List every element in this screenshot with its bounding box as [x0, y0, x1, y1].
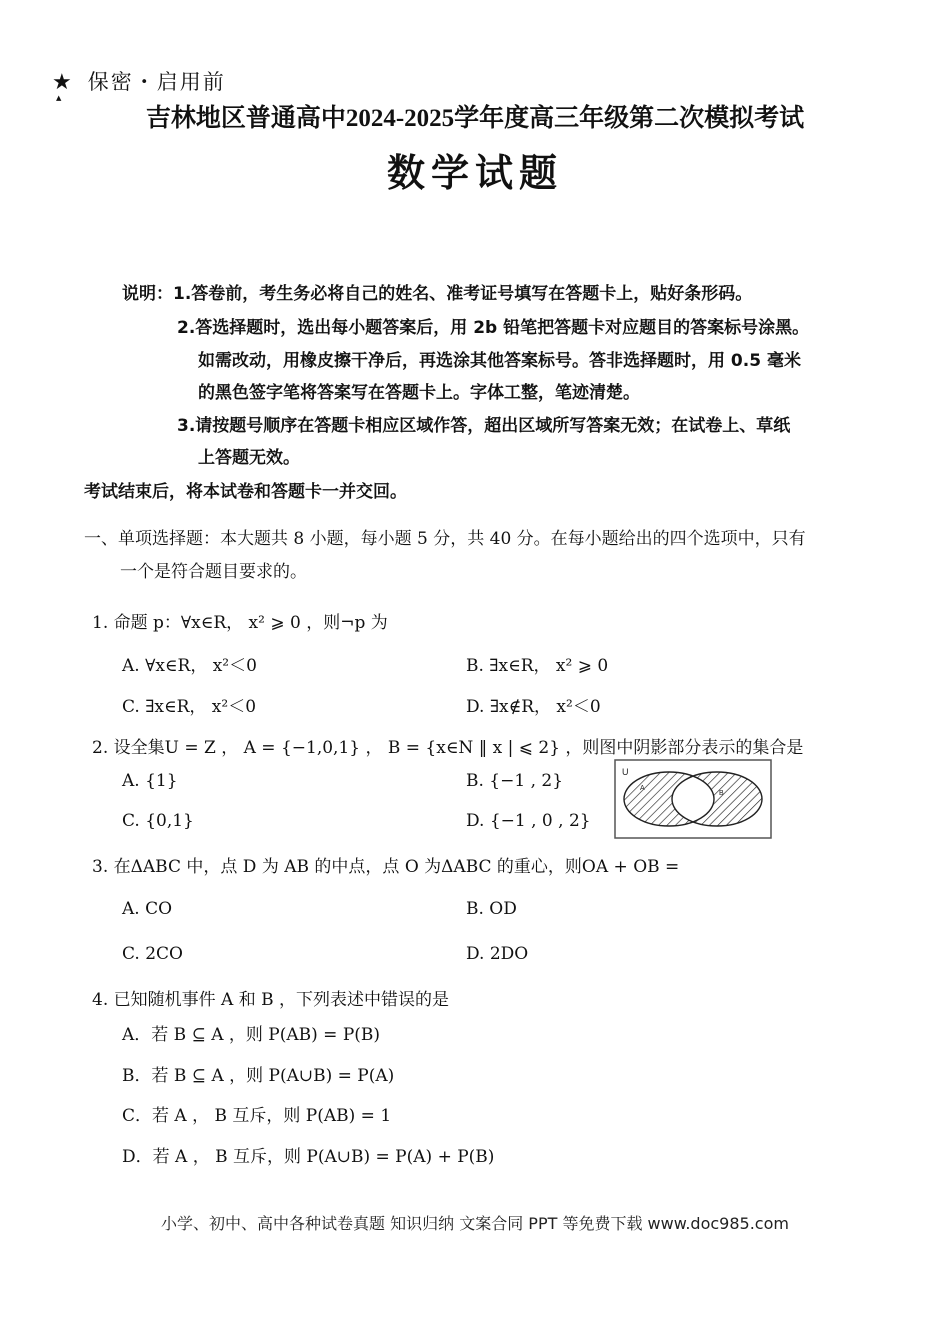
question-3-option-a: A. CO — [122, 899, 173, 919]
section1-heading-line1: 一、单项选择题：本大题共 8 小题，每小题 5 分，共 40 分。在每小题给出的四个选项中，只有 — [84, 529, 806, 549]
instructions-item2a: 2.答选择题时，选出每小题答案后，用 2b 铅笔把答题卡对应题目的答案标号涂黑。 — [177, 318, 810, 338]
instructions-lead: 说明： — [122, 284, 173, 304]
instructions-item3a: 3.请按题号顺序在答题卡相应区域作答，超出区域所写答案无效；在试卷上、草纸 — [177, 416, 791, 436]
question-1-option-d: D. ∃x∉R， x²＜0 — [466, 697, 601, 717]
exam-subtitle: 吉林地区普通高中2024-2025学年度高三年级第二次模拟考试 — [145, 105, 805, 132]
question-4-option-d: D．若 A ， B 互斥，则 P(A∪B) = P(A) + P(B) — [122, 1147, 495, 1167]
question-3-option-c: C. 2CO — [122, 944, 183, 964]
question-2-stem: 2. 设全集U = Z ， A = {−1,0,1} ， B = {x∈N ‖ x | ⩽ 2} ，则图中阴影部分表示的集合是 — [92, 738, 804, 758]
question-2-option-c: C. {0,1} — [122, 811, 194, 831]
confidential-label: 保密・启用前 — [87, 70, 226, 94]
instructions-item3b: 上答题无效。 — [198, 448, 300, 468]
question-2-option-d: D. {−1 , 0 , 2} — [466, 811, 591, 831]
exam-title: 数学试题 — [386, 151, 563, 195]
instructions-item1: 说明：1.答卷前，考生务必将自己的姓名、准考证号填写在答题卡上，贴好条形码。 — [122, 284, 753, 304]
question-1-option-b: B. ∃x∈R， x² ⩾ 0 — [466, 656, 609, 676]
confidential-mark — [52, 66, 226, 96]
small-triangle-icon: ▲ — [56, 94, 62, 102]
instructions-end: 考试结束后，将本试卷和答题卡一并交回。 — [84, 482, 407, 502]
question-2-option-b: B. {−1 , 2} — [466, 771, 564, 791]
question-4-stem: 4. 已知随机事件 A 和 B ，下列表述中错误的是 — [92, 990, 450, 1010]
question-2-option-a: A. {1} — [122, 771, 178, 791]
question-4-option-b: B．若 B ⊆ A ，则 P(A∪B) = P(A) — [122, 1066, 395, 1086]
question-3-option-d: D. 2DO — [466, 944, 529, 964]
instructions-item2c: 的黑色签字笔将答案写在答题卡上。字体工整，笔迹清楚。 — [198, 383, 640, 403]
question-4-option-c: C．若 A ， B 互斥，则 P(AB) = 1 — [122, 1106, 392, 1126]
question-4-option-a: A．若 B ⊆ A ，则 P(AB) = P(B) — [122, 1025, 381, 1045]
question-1-option-a: A. ∀x∈R， x²＜0 — [122, 656, 257, 676]
question-1-stem: 1. 命题 p：∀x∈R， x² ⩾ 0 ，则¬p 为 — [92, 613, 388, 633]
instructions-item2b: 如需改动，用橡皮擦干净后，再选涂其他答案标号。答非选择题时，用 0.5 毫米 — [198, 351, 801, 371]
venn-diagram — [614, 759, 772, 839]
venn-b-label: B — [719, 790, 724, 797]
question-3-option-b: B. OD — [466, 899, 517, 919]
venn-u-label: U — [622, 767, 629, 777]
section1-heading-line2: 一个是符合题目要求的。 — [120, 562, 307, 582]
footer-download-note: 小学、初中、高中各种试卷真题 知识归纳 文案合同 PPT 等免费下载 www.doc985.com — [161, 1214, 789, 1233]
venn-a-label: A — [640, 785, 645, 792]
question-1-option-c: C. ∃x∈R， x²＜0 — [122, 697, 257, 717]
question-3-stem: 3. 在ΔABC 中，点 D 为 AB 的中点，点 O 为ΔABC 的重心，则OA + OB = — [92, 857, 680, 877]
star-icon: ★ — [52, 70, 74, 95]
